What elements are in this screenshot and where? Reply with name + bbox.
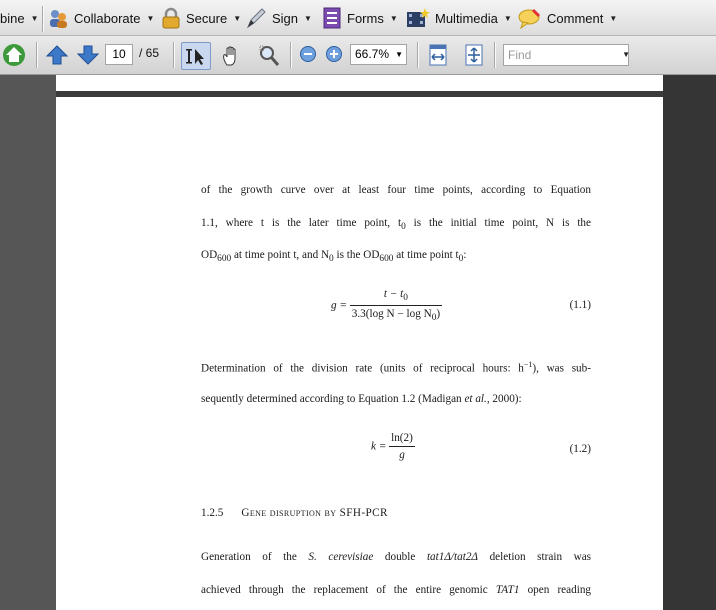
zoom-level-value: 66.7% bbox=[355, 47, 390, 61]
toolbar-separator bbox=[173, 42, 175, 68]
magnifier-icon bbox=[257, 44, 281, 68]
comment-icon bbox=[518, 7, 542, 29]
toolbar-separator bbox=[494, 42, 496, 68]
previous-page-button[interactable] bbox=[45, 43, 69, 67]
select-cursor-icon bbox=[185, 45, 207, 67]
dropdown-arrow-icon: ▼ bbox=[503, 13, 512, 23]
comment-label: Comment bbox=[547, 10, 604, 26]
combine-label: bine bbox=[0, 10, 25, 26]
dropdown-arrow-icon: ▼ bbox=[146, 13, 155, 23]
dropdown-arrow-icon: ▼ bbox=[395, 50, 403, 59]
find-dropdown-arrow-icon[interactable]: ▼ bbox=[622, 50, 630, 59]
equation-lhs: k = bbox=[371, 440, 387, 453]
find-input[interactable] bbox=[503, 44, 629, 66]
previous-page-bottom bbox=[56, 75, 663, 91]
paragraph-line: Generation of the S. cerevisiae double tat1Δ/tat2Δ deletion strain was bbox=[201, 551, 592, 563]
pen-icon bbox=[245, 7, 267, 29]
zoom-out-button[interactable] bbox=[298, 44, 318, 64]
viewer-background-right bbox=[663, 75, 716, 610]
collaborate-label: Collaborate bbox=[74, 10, 141, 26]
paragraph-line: $OD_{600}$ at time point t, and $N_0$ is the $OD_{600}$ at time point $t_0$: bbox=[201, 249, 467, 265]
select-tool-button[interactable] bbox=[181, 42, 211, 70]
fit-page-button[interactable] bbox=[462, 43, 486, 67]
fit-page-icon bbox=[464, 44, 484, 66]
multimedia-menu[interactable] bbox=[406, 4, 512, 32]
fit-width-icon bbox=[428, 44, 448, 66]
comment-menu[interactable] bbox=[518, 4, 617, 32]
dropdown-arrow-icon: ▼ bbox=[609, 13, 618, 23]
paragraph-line: achieved through the replacement of the entire genomic TAT1 open reading bbox=[201, 584, 592, 596]
equation-fraction: $\frac{\ln(2)}{g}$ bbox=[391, 432, 413, 461]
forms-menu[interactable] bbox=[322, 4, 398, 32]
document-page bbox=[56, 97, 663, 610]
combine-menu[interactable] bbox=[0, 4, 39, 32]
paragraph-line: sequently determined according to Equation 1.2 (Madigan et al., 2000): bbox=[201, 393, 522, 405]
equation-fraction: $\frac{t - t_0}{3.3(\log N - \log N_0)}$ bbox=[351, 288, 441, 324]
dropdown-arrow-icon: ▼ bbox=[304, 13, 312, 23]
zoom-in-button[interactable] bbox=[324, 44, 344, 64]
dropdown-arrow-icon: ▼ bbox=[389, 13, 398, 23]
collaborate-menu[interactable] bbox=[47, 4, 154, 32]
secure-menu[interactable] bbox=[161, 4, 241, 32]
fit-width-button[interactable] bbox=[426, 43, 450, 67]
paragraph-line: 1.1, where t is the later time point, $t_0$ is the initial time point, N is the bbox=[201, 217, 591, 233]
home-button[interactable] bbox=[0, 41, 28, 69]
collaborate-icon bbox=[47, 7, 69, 29]
page-number-input[interactable]: 10 bbox=[105, 44, 133, 65]
sign-menu[interactable] bbox=[245, 4, 312, 32]
equation-number: (1.2) bbox=[569, 443, 591, 455]
sign-label: Sign bbox=[272, 10, 299, 26]
dropdown-arrow-icon: ▼ bbox=[233, 13, 242, 23]
dropdown-arrow-icon: ▼ bbox=[30, 13, 39, 23]
toolbar-separator bbox=[417, 42, 419, 68]
hand-icon bbox=[221, 45, 243, 67]
section-heading: 1.2.5 Gene disruption by SFH-PCR bbox=[201, 507, 388, 519]
paragraph-line: Determination of the division rate (units of reciprocal hours: $h^{-1}$), was sub- bbox=[201, 360, 591, 375]
toolbar-separator bbox=[36, 42, 38, 68]
hand-tool-button[interactable] bbox=[218, 42, 246, 70]
equation-lhs: g = bbox=[331, 299, 347, 312]
toolbar-separator bbox=[290, 42, 292, 68]
toolbar-separator bbox=[42, 6, 44, 32]
zoom-in-icon bbox=[325, 45, 343, 63]
secure-label: Secure bbox=[186, 10, 228, 26]
home-icon bbox=[1, 42, 27, 68]
lock-icon bbox=[161, 7, 181, 29]
paragraph-line: of the growth curve over at least four time points, according to Equation bbox=[201, 184, 591, 196]
zoom-tool-button[interactable] bbox=[255, 42, 283, 70]
zoom-out-icon bbox=[299, 45, 317, 63]
task-toolbar bbox=[0, 0, 716, 36]
arrow-up-icon bbox=[46, 44, 68, 66]
forms-icon bbox=[322, 7, 342, 29]
forms-label: Forms bbox=[347, 10, 384, 26]
arrow-down-icon bbox=[77, 44, 99, 66]
find-placeholder: Find bbox=[508, 48, 532, 62]
multimedia-label: Multimedia bbox=[435, 10, 498, 26]
zoom-level-select[interactable] bbox=[350, 44, 407, 65]
next-page-button[interactable] bbox=[76, 43, 100, 67]
equation-number: (1.1) bbox=[569, 299, 591, 311]
page-count: / 65 bbox=[139, 46, 160, 60]
multimedia-icon bbox=[406, 7, 430, 29]
